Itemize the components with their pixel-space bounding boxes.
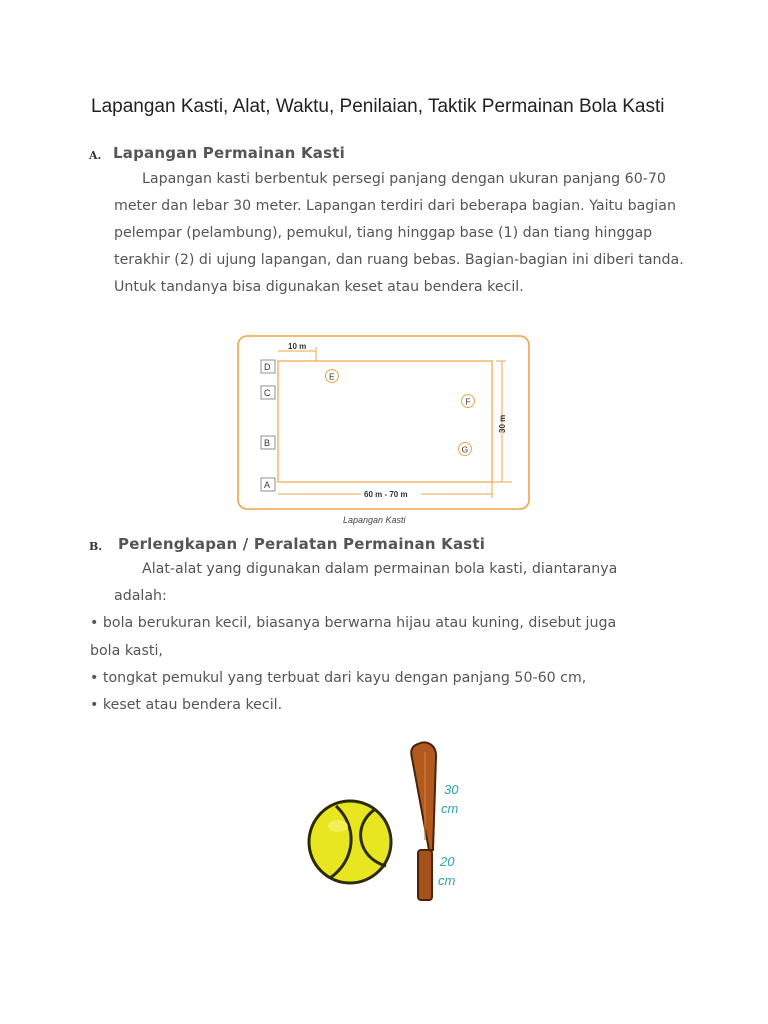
box-a xyxy=(261,478,275,491)
svg-text:F: F xyxy=(465,396,471,407)
diagram-border xyxy=(238,336,529,509)
section-b-intro-line2: adalah: xyxy=(114,588,167,604)
label-60-70m: 60 m - 70 m xyxy=(364,490,408,499)
svg-text:B: B xyxy=(264,438,271,448)
section-a-letter: A. xyxy=(89,149,102,162)
bat-upper-length-unit: cm xyxy=(441,801,459,816)
box-c xyxy=(261,386,275,399)
label-30m: 30 m xyxy=(498,414,507,433)
bat-lower-length-value: 20 xyxy=(440,854,455,869)
diagram-caption: Lapangan Kasti xyxy=(343,515,406,525)
box-b xyxy=(261,436,275,449)
svg-text:C: C xyxy=(264,388,271,398)
section-a-heading: Lapangan Permainan Kasti xyxy=(113,144,345,162)
bullet-ball-line1: • bola berukuran kecil, biasanya berwarna hijau atau kuning, disebut juga xyxy=(90,615,617,631)
section-b-heading: Perlengkapan / Peralatan Permainan Kasti xyxy=(118,535,486,553)
section-b-letter: B. xyxy=(89,540,103,553)
bullet-ball-line2: bola kasti, xyxy=(90,643,163,659)
label-10m: 10 m xyxy=(288,342,307,351)
field-rectangle xyxy=(278,361,492,482)
svg-text:G: G xyxy=(461,444,469,455)
bat-lower-length-unit: cm xyxy=(438,873,456,888)
svg-text:E: E xyxy=(329,371,335,382)
ball-icon xyxy=(309,801,391,883)
bullet-flag: • keset atau bendera kecil. xyxy=(90,697,283,713)
equipment-illustration xyxy=(300,730,480,910)
bullet-bat: • tongkat pemukul yang terbuat dari kayu dengan panjang 50-60 cm, xyxy=(90,670,587,686)
bat-icon xyxy=(411,743,436,901)
section-a-paragraph-text: Lapangan kasti berbentuk persegi panjang dengan ukuran panjang 60-70 meter dan lebar 30 meter. Lapangan terdiri dari beberapa bagian. Yaitu bagian pelempar (pelambung), pemukul, tiang hinggap base (1) dan tiang hinggap terakhir (2) di ujung lapangan, dan ruang bebas. Bagian-bagian ini diberi tanda. Untuk tandanya bisa digunakan keset atau bendera kecil. xyxy=(114,171,684,295)
field-diagram xyxy=(236,334,532,530)
page-title: Lapangan Kasti, Alat, Waktu, Penilaian, Taktik Permainan Bola Kasti xyxy=(91,96,665,117)
box-d xyxy=(261,360,275,373)
bat-upper-length-value: 30 xyxy=(444,782,459,797)
circle-e xyxy=(326,370,339,383)
section-b-intro-line1: Alat-alat yang digunakan dalam permainan bola kasti, diantaranya xyxy=(142,561,618,577)
svg-text:D: D xyxy=(264,362,271,372)
svg-text:A: A xyxy=(264,480,271,490)
circle-f xyxy=(462,395,475,408)
circle-g xyxy=(459,443,472,456)
section-a-paragraph xyxy=(114,166,694,301)
